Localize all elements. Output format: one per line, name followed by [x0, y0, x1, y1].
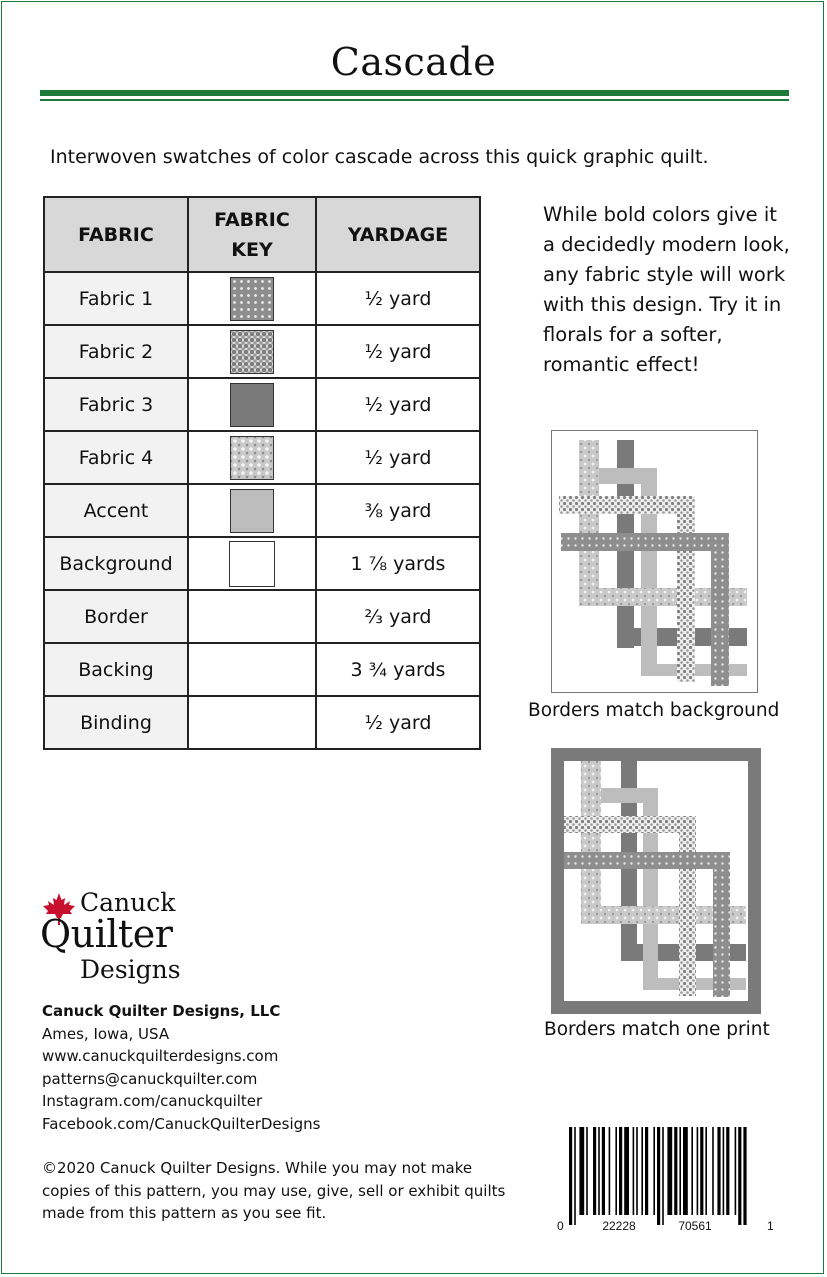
fabric-name: Fabric 2 [44, 325, 188, 378]
barcode-bar [691, 1127, 693, 1215]
barcode-bar [700, 1127, 703, 1215]
barcode-digits-right: 70561 [678, 1219, 712, 1233]
barcode-bar [641, 1127, 643, 1215]
table-row [44, 696, 480, 749]
barcode-bar [633, 1127, 635, 1215]
barcode-bar [645, 1127, 648, 1215]
yardage-value: ½ yard [316, 431, 480, 484]
barcode-bar [674, 1127, 677, 1215]
fabric-key-cell [188, 643, 316, 696]
yardage-value: ⅜ yard [316, 484, 480, 537]
barcode-bar [697, 1127, 699, 1215]
barcode-bars [569, 1127, 747, 1225]
facebook-link[interactable]: Facebook.com/CanuckQuilterDesigns [42, 1114, 321, 1133]
instagram-link[interactable]: Instagram.com/canuckquilter [42, 1092, 263, 1110]
page-title: Cascade [330, 40, 497, 84]
barcode-bar [657, 1127, 660, 1225]
barcode-digit-first: 0 [557, 1219, 564, 1233]
yardage-value: ½ yard [316, 696, 480, 749]
swatch-background [229, 541, 275, 587]
email-link[interactable]: patterns@canuckquilter.com [42, 1069, 258, 1088]
company-logo [40, 888, 200, 988]
yardage-value: ½ yard [316, 378, 480, 431]
barcode-bar [586, 1127, 588, 1215]
subtitle: Interwoven swatches of color cascade across this quick graphic quilt. [50, 146, 709, 168]
fabric-name: Fabric 1 [44, 272, 188, 325]
logo-line-canuck: Canuck [80, 888, 176, 917]
swatch-accent [230, 489, 274, 533]
barcode-bar [743, 1127, 746, 1225]
table-row [44, 431, 480, 484]
table-row [44, 590, 480, 643]
barcode-bar [667, 1127, 672, 1215]
fabric-key-cell [188, 590, 316, 643]
barcode-bar [598, 1127, 600, 1215]
caption-background-border: Borders match background [528, 700, 780, 721]
barcode-bar [574, 1127, 576, 1225]
barcode-bar [653, 1127, 655, 1215]
barcode-bar [717, 1127, 720, 1215]
yardage-value: ⅔ yard [316, 590, 480, 643]
table-row [44, 537, 480, 590]
fabric-key-cell [188, 378, 316, 431]
upc-barcode [555, 1127, 777, 1237]
copyright-notice: ©2020 Canuck Quilter Designs. While you may not make copies of this pattern, you may use, give, sell or exhibit quilts made from this pattern as you see fit. [42, 1159, 506, 1222]
header-yardage: YARDAGE [316, 197, 480, 272]
barcode-bar [636, 1127, 638, 1215]
yardage-value: 3 ¾ yards [316, 643, 480, 696]
barcode-bar [683, 1127, 688, 1215]
title-rule-thin [40, 99, 789, 101]
header-fabric-key [188, 197, 316, 272]
barcode-bar [624, 1127, 629, 1215]
table-header-row [44, 197, 480, 272]
fabric-key-cell [188, 272, 316, 325]
barcode-bar [579, 1127, 584, 1215]
caption-print-border: Borders match one print [544, 1019, 770, 1040]
barcode-bar [619, 1127, 622, 1215]
fabric-key-cell [188, 537, 316, 590]
swatch-fabric-2 [230, 330, 274, 374]
barcode-bar [602, 1127, 605, 1215]
fabric-key-cell [188, 696, 316, 749]
table-row [44, 484, 480, 537]
fabric-name: Border [44, 590, 188, 643]
table-row [44, 272, 480, 325]
barcode-bar [738, 1127, 741, 1225]
fabric-table [43, 196, 481, 750]
fabric-name: Fabric 3 [44, 378, 188, 431]
barcode-bar [593, 1127, 596, 1215]
fabric-key-cell [188, 431, 316, 484]
logo-line-quilter: Quilter [40, 912, 173, 956]
logo-line-designs: Designs [80, 955, 181, 984]
design-note: While bold colors give it a decidedly modern look, any fabric style will work with this design. Try it in florals for a softer, romantic effect! [543, 203, 790, 376]
barcode-bar [712, 1127, 714, 1215]
quilt-diagram-background-border [551, 430, 758, 693]
barcode-bar [726, 1127, 729, 1215]
barcode-bar [569, 1127, 572, 1225]
swatch-fabric-1 [230, 277, 274, 321]
header-fabric: FABRIC [44, 197, 188, 272]
table-row [44, 325, 480, 378]
website-link[interactable]: www.canuckquilterdesigns.com [42, 1047, 279, 1065]
quilt-diagram-print-border [551, 748, 761, 1014]
contact-block [42, 1000, 320, 1135]
title-rule-thick [40, 90, 789, 96]
company-name: Canuck Quilter Designs, LLC [42, 1002, 281, 1020]
fabric-name: Binding [44, 696, 188, 749]
fabric-name: Backing [44, 643, 188, 696]
barcode-bar [723, 1127, 725, 1215]
barcode-bar [609, 1127, 611, 1215]
fabric-key-cell [188, 325, 316, 378]
yardage-value: ½ yard [316, 272, 480, 325]
header-fabric-key-text: FABRIC KEY [214, 208, 290, 261]
fabric-name: Background [44, 537, 188, 590]
fabric-key-cell [188, 484, 316, 537]
barcode-bar [735, 1127, 737, 1215]
fabric-name: Fabric 4 [44, 431, 188, 484]
barcode-bar [679, 1127, 681, 1215]
swatch-fabric-3 [230, 383, 274, 427]
barcode-bar [662, 1127, 664, 1225]
yardage-value: ½ yard [316, 325, 480, 378]
company-location: Ames, Iowa, USA [42, 1024, 170, 1043]
fabric-name: Accent [44, 484, 188, 537]
barcode-digit-last: 1 [767, 1219, 774, 1233]
yardage-value: 1 ⅞ yards [316, 537, 480, 590]
swatch-fabric-4 [230, 436, 274, 480]
barcode-bar [615, 1127, 617, 1215]
barcode-bar [705, 1127, 707, 1215]
table-row [44, 643, 480, 696]
barcode-digits-left: 22228 [602, 1219, 636, 1233]
table-row [44, 378, 480, 431]
